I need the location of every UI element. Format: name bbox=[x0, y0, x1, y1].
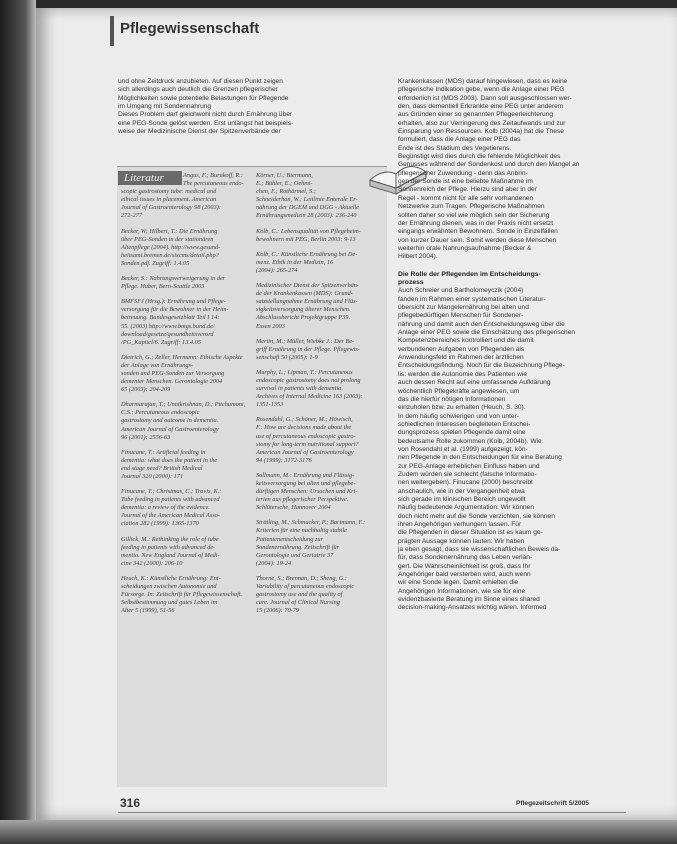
reference-line: satzstellungnahme Ernährung und Flüs- bbox=[256, 298, 358, 306]
text-line: Angehöriger bald versterben wird, auch wenn bbox=[398, 571, 531, 579]
text-line: schiedlichen Interessen begleiteten Entschei- bbox=[398, 420, 531, 428]
text-line: Genusses während der Sondenkost und durch den Mangel an bbox=[398, 161, 580, 169]
text-line: ihren Angehörigen verhungern lassen. Für bbox=[398, 521, 522, 528]
reference-line: Gillick, M.: Rethinking the role of tube bbox=[121, 535, 219, 543]
text-line: Die Rolle der Pflegenden im Entscheidungs- bbox=[398, 270, 541, 278]
intro-line: Möglichkeiten sowie potentielle Belastungen für Pflegende bbox=[118, 94, 289, 102]
intro-line: und ohne Zeitdruck anzubieten. Auf diesen Punkt zeigen bbox=[118, 78, 283, 85]
text-line: Ende ist des Stadium des Vegetierens. bbox=[398, 144, 512, 152]
text-line: Angehörigen Informationen, wie sie für eine bbox=[398, 587, 526, 595]
reference-entry bbox=[121, 275, 249, 291]
text-line: nährung und damit auch den Entscheidungsweg über die bbox=[398, 320, 565, 328]
reference-line: Ernährungsmedizin 28 (2003): 236-240 bbox=[256, 212, 357, 220]
reference-line: cine 342 (2000): 206-10 bbox=[121, 559, 183, 567]
body-paragraph-1 bbox=[398, 78, 622, 262]
reference-line: (2004): 265-274 bbox=[256, 266, 298, 274]
reference-line: 15 (2006): 70-79 bbox=[256, 607, 300, 615]
reference-line: mentia. New England Journal of Medi- bbox=[121, 551, 220, 559]
reference-line: 94 (1999): 3172-3176 bbox=[256, 456, 312, 464]
reference-line: Murphy, L.; Lipman, T.: Percutaneous bbox=[256, 368, 353, 376]
text-line: prozess bbox=[398, 278, 424, 286]
reference-entry bbox=[121, 354, 249, 394]
scan-edge-bottom bbox=[0, 820, 677, 844]
reference-line: Finucane, T.: Artificial feeding in bbox=[121, 448, 206, 456]
text-line: Auch Schreier und Bartholomeyczik (2004) bbox=[398, 287, 524, 295]
text-line: lis: werden die Autonomie des Patienten wie bbox=[398, 370, 528, 378]
literature-left-column bbox=[121, 172, 249, 622]
reference-line: Becker, W; Hilbert, T.: Die Ernährung bbox=[121, 227, 218, 235]
reference-entry bbox=[256, 251, 380, 275]
reference-line: (2004): 19-24 bbox=[256, 559, 292, 567]
reference-line: dementer Menschen. Gerontologie 2004 bbox=[121, 378, 223, 386]
reference-line: 1351-1353 bbox=[256, 401, 284, 409]
reference-line: Finucane, T.; Christmas, C.; Travis, K.: bbox=[121, 488, 222, 496]
reference-entry bbox=[121, 449, 249, 481]
text-line: eingangs erwähnten Bewohnern. Sonde in Einzelfällen bbox=[398, 228, 558, 236]
text-line: nen weitergeben). Finucane (2000) beschreibt bbox=[398, 479, 533, 487]
reference-line: F.: How are decisions made about the bbox=[256, 424, 352, 432]
text-line: Entscheidungsfindung. Noch für die Bezeichnung Pflege- bbox=[398, 362, 565, 370]
reference-line: chen, F.; Rothärmel, S.; bbox=[256, 188, 316, 196]
text-line: pflegerischer Zuwendung - denn das Anbrin- bbox=[398, 169, 528, 177]
text-line: anschaulich, wie in der Vergangenheit etwa bbox=[398, 487, 525, 495]
reference-line: E.; Bühler, E.; Oehmi- bbox=[256, 180, 313, 188]
reference-line: Alter 5 (1999), 51-56 bbox=[121, 607, 175, 615]
section-title: Pflegewissenschaft bbox=[120, 20, 260, 37]
text-line: sollten daher so viel wie möglich sein der Sicherung bbox=[398, 211, 550, 219]
intro-line: weise der Medizinische Dienst der Spitzenverbände der bbox=[118, 128, 281, 136]
reference-line: Kolb, C.: Lebensqualität von Pflegeheim- bbox=[256, 227, 361, 235]
right-text-column bbox=[398, 78, 622, 613]
reference-entry bbox=[121, 298, 249, 347]
text-line: Begünstigt wird dies durch die fehlende Möglichkeit des bbox=[398, 153, 561, 161]
reference-line: Kriterien für eine nachhaltig stabile bbox=[256, 527, 347, 535]
text-line: die Pflegenden in dieser Situation ist es kaum ge- bbox=[398, 529, 543, 537]
literature-middle-column bbox=[256, 172, 380, 622]
reference-line: BMFSFJ (Hrsg.): Ernährung und Pflege- bbox=[121, 298, 226, 306]
reference-line: Körner, U.; Biermann, bbox=[256, 172, 313, 179]
reference-entry bbox=[256, 172, 380, 221]
header-accent-bar bbox=[110, 16, 114, 46]
reference-line: Essen 2003 bbox=[256, 322, 285, 330]
reference-entry bbox=[256, 575, 380, 615]
reference-line: Schlütersche, Hannover 2004 bbox=[256, 504, 331, 512]
reference-line: Variability of percutaneous endoscopic bbox=[256, 583, 355, 591]
text-line: Anwendungsfeld im Rahmen der ärztlichen bbox=[398, 354, 524, 362]
reference-line: survival in patients with dementia. bbox=[256, 385, 343, 393]
reference-entry bbox=[121, 228, 249, 268]
reference-line: nährung der DGEM und DGG - Aktuelle bbox=[256, 204, 360, 212]
reference-line: Selbstbestimmung und gutes Leben im bbox=[121, 599, 218, 607]
reference-line: de der Krankenkassen (MDS): Grund- bbox=[256, 290, 353, 298]
reference-line: Becker, S.: Nahrungsverweigerung in der bbox=[121, 275, 226, 283]
reference-entry bbox=[121, 536, 249, 568]
reference-line: scopic gastrostomy tube: medical and bbox=[121, 188, 217, 196]
reference-line: ciation 282 (1999): 1365-1370 bbox=[121, 520, 199, 528]
text-line: Sonnenreich der Pflege. Hierzu sind aber in der bbox=[398, 186, 537, 194]
reference-entry bbox=[256, 228, 380, 244]
text-line: fanden im Rahmen einer systematischen Literatur- bbox=[398, 295, 546, 303]
reference-line: gastrostomy use and the quality of bbox=[256, 591, 343, 599]
text-line: für, dass Sondenernährung das Leben verlän- bbox=[398, 554, 533, 562]
text-line: einzuholen bzw. zu erhalten (Heuch, S. 30). bbox=[398, 404, 526, 412]
reference-line: dürftigen Menschen: Ursachen und Kri- bbox=[256, 488, 358, 496]
reference-line: Journal of Gastroenterology 98 (2003): bbox=[121, 204, 221, 212]
text-line: nen Pflegende in den Entscheidungen für eine Beratung bbox=[398, 454, 562, 462]
text-line: Anlage einer PEG sowie die Einschätzung des pflegerischen bbox=[398, 329, 576, 337]
reference-entry bbox=[256, 338, 380, 362]
reference-line: Patientenentscheidung zur bbox=[256, 535, 323, 543]
text-line: gen der Sonde ist eine beliebte Maßnahme im bbox=[398, 178, 533, 186]
reference-line: Sollmann, M.: Ernährung und Flüssig- bbox=[256, 471, 355, 479]
reference-line: Sonden.pdf. Zugriff: 1.4.05 bbox=[121, 259, 190, 267]
reference-line: Archives of Internal Medicine 163 (2003): bbox=[256, 393, 363, 401]
text-line: weiterhin orale Nahrungsaufnahme (Becker & bbox=[398, 244, 532, 252]
reference-line: über PEG-Sonden in der stationären bbox=[121, 235, 214, 243]
text-line: das die hierfür nötigen Informationen bbox=[398, 395, 506, 403]
reference-line: use of percutaneous endoscopic gastro- bbox=[256, 432, 356, 440]
text-line: erhalten, also zur Verringerung des Zeitaufwands und zur bbox=[398, 119, 566, 127]
reference-line: feeding in patients with advanced de- bbox=[121, 543, 216, 551]
text-line: übersicht zur Mangelernährung bei alten und bbox=[398, 304, 529, 312]
reference-line: bewohnern mit PEG, Berlin 2003: 9-13 bbox=[256, 235, 356, 243]
page-number: 316 bbox=[120, 796, 141, 810]
reference-line: Abschlussbericht Projektgruppe P39. bbox=[256, 314, 351, 322]
reference-line: 96 (2001): 2556-63 bbox=[121, 433, 171, 441]
text-line: wöchentlich Pflegekräfte angewiesen, um bbox=[398, 387, 520, 395]
text-line: Netzwerke zum Tragen. Pflegerische Maßnahmen bbox=[398, 203, 545, 211]
reference-entry bbox=[256, 416, 380, 465]
text-line: Regel - kommt nicht für alle sehr vorhandenen bbox=[398, 194, 534, 202]
intro-line: sich allerdings auch deutlich die Grenzen pflegerischer bbox=[118, 86, 278, 94]
reference-line: Strätling, M.; Schmucker, P.; Bartmann, F.: bbox=[256, 519, 366, 527]
reference-line: keitsversorgung bei alten und pflegebe- bbox=[256, 480, 356, 487]
reference-line: senschaft 50 (2005): 1-9 bbox=[256, 353, 318, 361]
reference-line: Journal 320 (2000): 171 bbox=[121, 473, 184, 480]
reference-line: dementia: what does the patient in the bbox=[121, 456, 218, 464]
text-line: In dem häufig schwierigen und von unter- bbox=[398, 412, 519, 420]
literature-label: Literatur bbox=[118, 171, 182, 185]
text-line: wir eine Sonde legen. Damit erhielten die bbox=[398, 579, 519, 587]
text-line: der Ernährung dienen, was in der Praxis nicht ersetzt bbox=[398, 219, 554, 227]
reference-line: Rosendahl, G.; Schöner, M.; Höwisch, bbox=[256, 416, 353, 424]
reference-line: Mertin, M.; Müller, Wiebke J.: Der Be- bbox=[256, 337, 355, 345]
reference-entry bbox=[256, 519, 380, 568]
reference-line: Schneiderhan, W.: Leitlinie Enterale Er- bbox=[256, 196, 358, 204]
reference-line: Pflege. Huber, Bern-Seattle 2003 bbox=[121, 283, 205, 291]
scan-edge-left bbox=[0, 0, 36, 844]
subheading-role-of-nurses bbox=[398, 271, 622, 288]
text-line: auch dessen Recht auf eine umfassende Aufklärung bbox=[398, 379, 551, 387]
intro-line: eine PEG-Sonde gelöst werden. Erst unlängst hat beispiels- bbox=[118, 119, 294, 127]
reference-line: menz. Ethik in der Medizin, 16 bbox=[256, 258, 334, 266]
reference-line: 65 (2003): 204-209 bbox=[121, 386, 171, 394]
reference-line: Sondenernährung. Zeitschrift für bbox=[256, 543, 340, 551]
reference-line: ethical issues in placement. American bbox=[121, 196, 217, 204]
text-line: den, dass dementiell Erkrankte eine PEG unter anderem bbox=[398, 103, 564, 111]
reference-line: griff Ernährung in der Pflege. Pflegewis- bbox=[256, 345, 360, 353]
text-line: von Rosendahl et al. (1999) aufgezeigt, kön- bbox=[398, 445, 528, 453]
text-line: Krankenkassen (MDS) darauf hingewiesen, dass es keine bbox=[398, 78, 568, 85]
text-line: pflegerische Indikation gebe, wenn die Anlage einer PEG bbox=[398, 86, 565, 94]
intro-line: im Umgang mit Sondennahrung bbox=[118, 103, 212, 111]
text-line: ja eben gesagt, dass sie wissenschaftlichen Beweis da- bbox=[398, 546, 561, 554]
text-line: verbundenen Aufgaben von Pflegenden als bbox=[398, 345, 525, 353]
text-line: evidenzbasierte Beratung im Sinne eines shared bbox=[398, 596, 540, 604]
intro-line: Dieses Problem darf gleichwohl nicht durch Ernährung über bbox=[118, 111, 293, 119]
reference-line: /PG_Kapitel/6. Zugriff: 13.4.05 bbox=[121, 338, 201, 346]
body-paragraph-2 bbox=[398, 287, 622, 612]
reference-line: endoscopic gastrostomy does not prolong bbox=[256, 376, 361, 384]
reference-line: care. Journal of Clinical Nursing bbox=[256, 599, 340, 607]
text-line: doch nicht mehr auf die Sonde verzichten, sie können bbox=[398, 512, 555, 520]
reference-line: Thorne, S.; Brennan, D.; Sheng, G.: bbox=[256, 574, 347, 582]
reference-entry bbox=[121, 401, 249, 441]
reference-line: Dietrich, G.; Zeller, Hermann: Ethische Aspekte bbox=[121, 353, 243, 361]
reference-line: Fürsorge. In: Zeitschrift für Pflegewissenschaft. bbox=[121, 591, 243, 599]
text-line: zur PEG-Anlage erheblichen Einfluss haben und bbox=[398, 462, 540, 470]
reference-line: der Anlage von Ernährungs- bbox=[121, 361, 194, 369]
reference-line: Tube feeding in patients with advanced bbox=[121, 496, 220, 504]
reference-entry bbox=[121, 172, 249, 221]
reference-line: Medizinischer Dienst der Spitzenverbän- bbox=[256, 282, 360, 290]
text-line: erforderlich ist (MDS 2003). Dann soll ausgeschlossen wer- bbox=[398, 94, 572, 102]
reference-entry bbox=[121, 575, 249, 615]
reference-line: Kolb, C.: Künstliche Ernährung bei De- bbox=[256, 250, 358, 258]
reference-line: The percutaneous endo- bbox=[183, 180, 244, 188]
text-line: häufig bedeutende Argumentation: Wir können bbox=[398, 504, 534, 512]
reference-line: Journal of the American Medical Asso- bbox=[121, 512, 220, 520]
reference-line: versorgung für die Bewohner in der Heim- bbox=[121, 306, 229, 314]
reference-line: heitsamt.bremen.de/sixcms/detail.php? bbox=[121, 251, 219, 259]
text-line: prägten Aussage können lauten: Wir haben bbox=[398, 537, 525, 545]
reference-line: Dharmarajan, T.; Unnikrishnan, D.; Pitchumoni, bbox=[121, 401, 246, 409]
reference-line: terien aus pflegerischer Perspektive. bbox=[256, 496, 349, 504]
text-line: Zudem würden sie schlecht (falsche Informatio- bbox=[398, 470, 537, 478]
reference-line: end stage need? British Medical bbox=[121, 464, 203, 472]
text-line: von kurzer Dauer sein. Somit werden diese Menschen bbox=[398, 236, 557, 244]
text-line: pflegebedürftigen Menschen für Sondener- bbox=[398, 312, 524, 320]
reference-line: Gerontologie und Geriatrie 37 bbox=[256, 551, 334, 559]
reference-line: American Journal of Gastroenterology bbox=[256, 448, 354, 456]
reference-line: 272-277 bbox=[121, 212, 142, 220]
reference-entry bbox=[256, 282, 380, 331]
reference-entry bbox=[256, 472, 380, 512]
reference-line: download/gesetze/gesundheitsverord bbox=[121, 330, 214, 338]
reference-line: sonden und PEG-Sonden zur Versorgung bbox=[121, 369, 225, 377]
reference-line: Heuch, K.: Künstliche Ernährung: Ent- bbox=[121, 574, 221, 582]
journal-footer: Pflegezeitschrift 5/2005 bbox=[516, 800, 589, 807]
reference-entry bbox=[121, 488, 249, 528]
reference-line: Angus, F.; Burakoff, R.: bbox=[183, 172, 243, 179]
text-line: aus Gründen einer so genannten Pflegeerleichterung bbox=[398, 111, 554, 119]
reference-line: dementia: a review of the evidence. bbox=[121, 504, 210, 512]
text-line: decision-making-Ansatzes wichtig wären. Informed bbox=[398, 604, 547, 612]
reference-line: scheidungen zwischen Autonomie und bbox=[121, 583, 217, 591]
reference-line: sigkeitsversorgung älterer Menschen. bbox=[256, 306, 351, 314]
footer-rule bbox=[118, 812, 626, 813]
intro-paragraph bbox=[118, 78, 294, 136]
text-line: formuliert, dass die Anlage einer PEG das bbox=[398, 136, 521, 144]
reference-line: Altenpflege (2004). http://www.gesund- bbox=[121, 243, 221, 251]
text-line: Hilbert 2004). bbox=[398, 253, 438, 261]
text-line: Kompetenzbereiches kontrolliert und die damit bbox=[398, 337, 534, 345]
text-line: bedeutsame Rolle zukommen (Kolb, 2004b). Wie bbox=[398, 437, 542, 445]
reference-line: stomy for long-term nutritional support? bbox=[256, 440, 359, 448]
text-line: sich gerade im klinischen Bereich ungewollt bbox=[398, 495, 526, 503]
text-line: gert. Die Wahrscheinlichkeit ist groß, dass Ihr bbox=[398, 562, 531, 570]
reference-line: 55. (2003) http://www.bmgs.bund.de/ bbox=[121, 322, 215, 330]
reference-line: gastrostomy and outcome in dementia. bbox=[121, 417, 219, 425]
reference-line: American Journal of Gastroenterology bbox=[121, 425, 219, 433]
reference-line: betreuung. Bundesgesetzblatt Teil I 14: bbox=[121, 314, 220, 322]
text-line: Einsparung von Ressourcen. Kolb (2004a) hat die These bbox=[398, 128, 564, 136]
reference-line: C.S.: Percutaneous endoscopic bbox=[121, 409, 200, 417]
reference-entry bbox=[256, 369, 380, 409]
text-line: dungsprozess spielen Pflegende damit eine bbox=[398, 429, 526, 437]
